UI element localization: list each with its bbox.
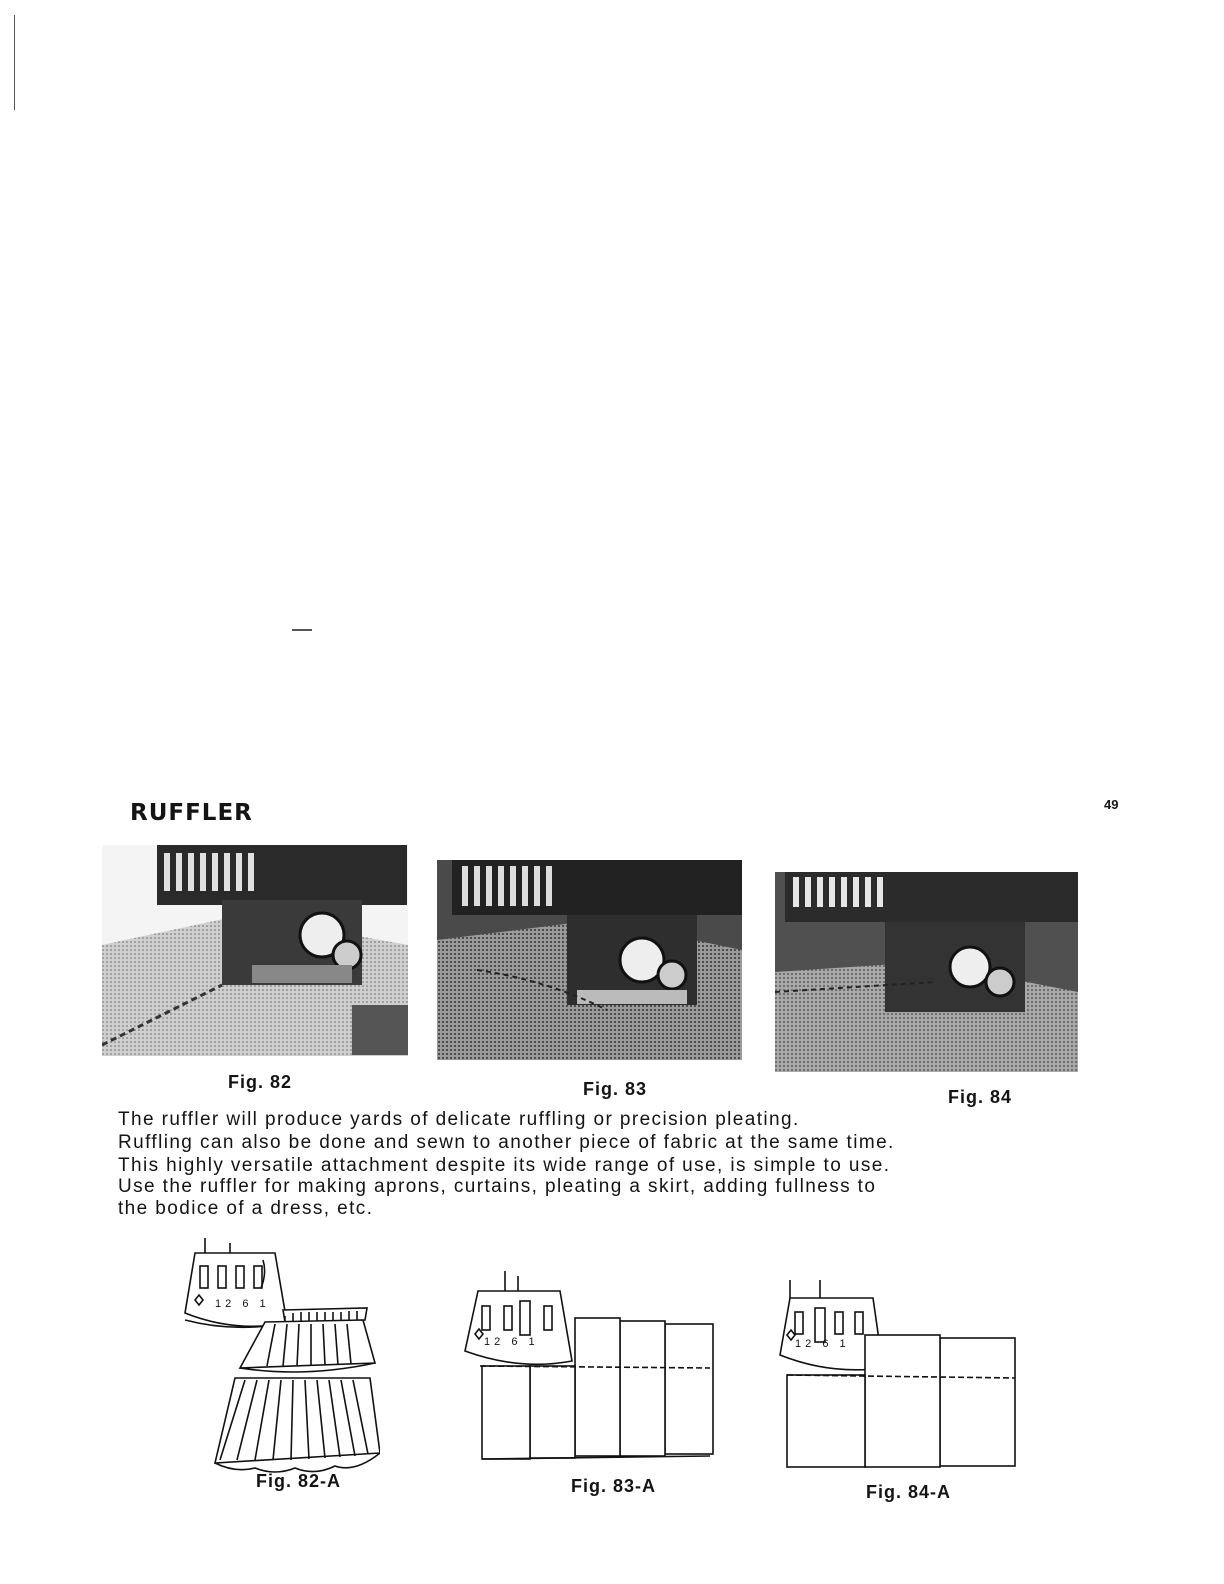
paragraph-line: This highly versatile attachment despite its wide range of use, is simple to use.	[118, 1155, 891, 1176]
page-number: 49	[1104, 797, 1119, 812]
paragraph-line: the bodice of a dress, etc.	[118, 1198, 374, 1219]
paragraph-line: Ruffling can also be done and sewn to another piece of fabric at the same time.	[118, 1132, 895, 1153]
paragraph-line: Use the ruffler for making aprons, curtains, pleating a skirt, adding fullness to	[118, 1176, 877, 1197]
page-title: RUFFLER	[130, 800, 253, 826]
photo-fig-84	[775, 872, 1078, 1072]
dial-number: 6	[242, 1298, 253, 1310]
dial-number: 1	[259, 1298, 270, 1310]
diagram-caption-fig-82a: Fig. 82-A	[256, 1471, 342, 1491]
photo-fig-83	[437, 860, 742, 1060]
photo-caption-fig-84: Fig. 84	[948, 1087, 1013, 1107]
photo-fig-82	[102, 845, 408, 1056]
dial-number: 12	[795, 1338, 816, 1350]
dial-numbers	[215, 1298, 270, 1310]
diagram-caption-fig-84a: Fig. 84-A	[866, 1482, 952, 1502]
diagram-caption-fig-83a: Fig. 83-A	[571, 1476, 657, 1496]
dial-number: 1	[839, 1338, 850, 1350]
dial-number: 12	[484, 1336, 505, 1348]
paragraph-line: The ruffler will produce yards of delicate ruffling or precision pleating.	[118, 1109, 800, 1130]
dial-number: 6	[822, 1338, 833, 1350]
dial-number: 12	[215, 1298, 236, 1310]
photo-caption-fig-83: Fig. 83	[583, 1079, 648, 1099]
diagram-fig-84a	[775, 1280, 1025, 1480]
photo-caption-fig-82: Fig. 82	[228, 1072, 293, 1092]
diagram-fig-82a	[175, 1238, 380, 1478]
scan-edge-line	[14, 15, 15, 110]
scan-mark	[292, 629, 312, 631]
diagram-fig-83a	[460, 1266, 720, 1476]
dial-number: 1	[528, 1336, 539, 1348]
dial-numbers	[484, 1336, 539, 1348]
dial-number: 6	[511, 1336, 522, 1348]
dial-numbers	[795, 1338, 850, 1350]
